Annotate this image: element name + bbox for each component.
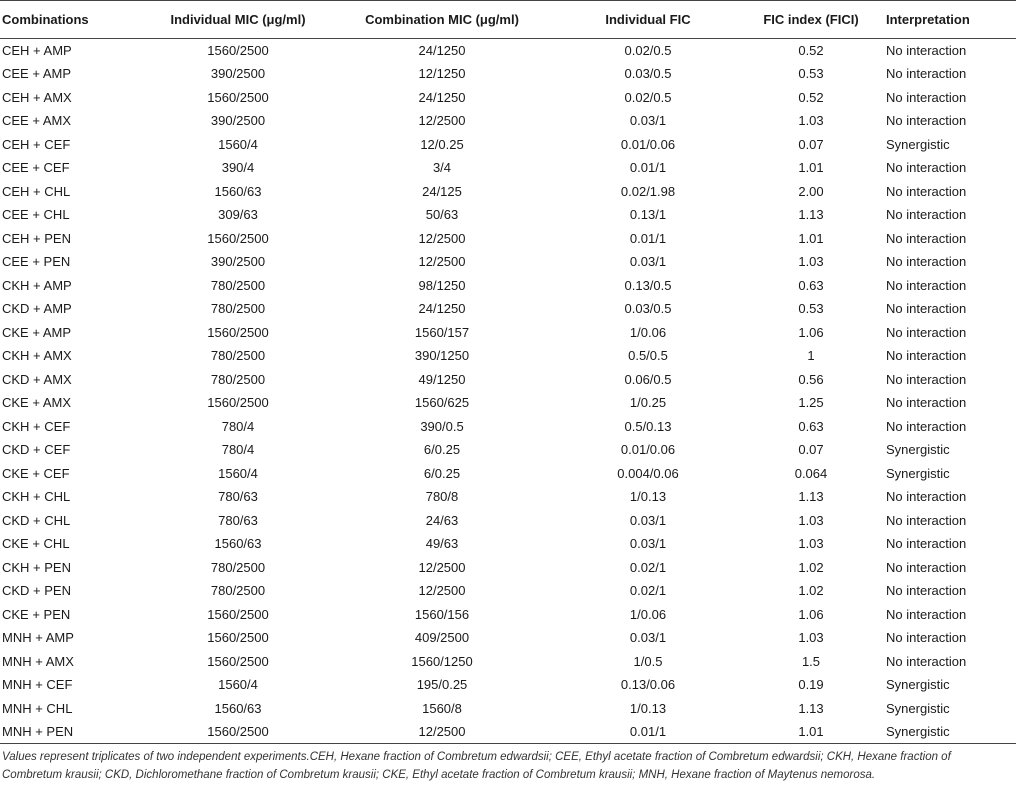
cell-interpretation: No interaction (886, 89, 967, 105)
cell-individual-fic: 0.06/0.5 (624, 371, 672, 387)
cell-interpretation: No interaction (886, 301, 967, 317)
cell-interpretation: Synergistic (886, 677, 950, 693)
cell-individual-mic: 780/63 (218, 489, 258, 505)
cell-interpretation: No interaction (886, 113, 967, 129)
header-fic-index: FIC index (FICI) (736, 1, 886, 39)
cell-interpretation: No interaction (886, 254, 967, 270)
cell-individual-mic: 780/2500 (210, 559, 266, 575)
cell-fic-index: 1.01 (736, 720, 886, 744)
cell-individual-mic: 309/63 (218, 207, 258, 223)
header-combinations: Combinations (0, 1, 152, 39)
cell-fic-index: 1.02 (798, 559, 824, 575)
cell-interpretation: Synergistic (886, 465, 950, 481)
cell-fic-index: 1.01 (798, 160, 824, 176)
cell-individual-fic: 0.03/1 (629, 536, 667, 552)
cell-combination-mic: 12/1250 (418, 66, 466, 82)
cell-fic-index: 1.03 (798, 113, 824, 129)
cell-individual-fic: 0.02/1 (629, 559, 667, 575)
header-combination-mic: Combination MIC (μg/ml) (324, 1, 560, 39)
cell-combination-mic: 24/1250 (418, 89, 466, 105)
cell-individual-mic: 1560/4 (218, 465, 258, 481)
cell-individual-mic: 780/4 (221, 418, 255, 434)
cell-combination: CEE + PEN (2, 254, 71, 270)
table-row (0, 203, 1016, 227)
cell-individual-fic: 1/0.13 (629, 700, 667, 716)
cell-interpretation: No interaction (886, 653, 967, 669)
cell-combination-mic: 12/2500 (324, 720, 560, 744)
cell-interpretation: No interaction (886, 277, 967, 293)
cell-individual-fic: 0.01/0.06 (620, 136, 676, 152)
cell-individual-fic: 0.13/0.06 (620, 677, 676, 693)
cell-fic-index: 1.06 (798, 324, 824, 340)
cell-interpretation: No interaction (886, 230, 967, 246)
cell-individual-mic: 1560/63 (214, 536, 262, 552)
cell-combination: CEH + AMX (2, 89, 72, 105)
table-row (0, 697, 1016, 721)
cell-individual-fic: 0.02/1 (629, 583, 667, 599)
cell-combination-mic: 24/1250 (418, 43, 466, 58)
cell-individual-fic: 0.13/0.5 (624, 277, 672, 293)
cell-individual-fic: 0.13/1 (629, 207, 667, 223)
table-row (0, 462, 1016, 486)
cell-combination: MNH + PEN (0, 720, 152, 744)
table-row (0, 180, 1016, 204)
cell-individual-mic: 780/2500 (210, 277, 266, 293)
table-row (0, 274, 1016, 298)
table-row (0, 650, 1016, 674)
cell-combination: CKD + CEF (2, 442, 71, 458)
table-row (0, 39, 1016, 63)
cell-interpretation: No interaction (886, 512, 967, 528)
cell-fic-index: 0.52 (798, 89, 824, 105)
cell-fic-index: 1.5 (801, 653, 821, 669)
cell-interpretation: Synergistic (886, 136, 950, 152)
cell-fic-index: 1.13 (798, 207, 824, 223)
cell-fic-index: 1.02 (798, 583, 824, 599)
cell-individual-fic: 1/0.13 (629, 489, 667, 505)
cell-interpretation: No interaction (886, 66, 967, 82)
cell-combination: CKD + CHL (2, 512, 71, 528)
cell-individual-mic: 1560/2500 (207, 606, 269, 622)
table-row (0, 297, 1016, 321)
cell-interpretation: No interaction (886, 207, 967, 223)
table-header (0, 1, 1016, 39)
table-row (0, 579, 1016, 603)
cell-combination-mic: 1560/156 (414, 606, 470, 622)
cell-individual-fic: 0.03/1 (629, 630, 667, 646)
cell-individual-mic: 780/2500 (210, 348, 266, 364)
cell-combination-mic: 390/0.5 (420, 418, 464, 434)
cell-combination: CKE + AMP (2, 324, 71, 340)
cell-individual-mic: 780/4 (221, 442, 255, 458)
cell-individual-fic: 1/0.06 (629, 606, 667, 622)
cell-fic-index: 1.06 (798, 606, 824, 622)
cell-interpretation: No interaction (886, 371, 967, 387)
cell-combination: CEH + CHL (2, 183, 71, 199)
cell-individual-fic: 0.01/1 (560, 720, 736, 744)
cell-fic-index: 1.13 (798, 700, 824, 716)
cell-combination-mic: 49/63 (425, 536, 459, 552)
cell-combination-mic: 12/0.25 (420, 136, 464, 152)
table-row (0, 415, 1016, 439)
cell-combination-mic: 1560/157 (414, 324, 470, 340)
cell-combination-mic: 1560/1250 (411, 653, 473, 669)
cell-individual-mic: 390/4 (221, 160, 255, 176)
table-row (0, 133, 1016, 157)
table-row (0, 227, 1016, 251)
cell-combination: CKE + CHL (2, 536, 70, 552)
cell-fic-index: 1.01 (798, 230, 824, 246)
cell-individual-mic: 1560/2500 (207, 630, 269, 646)
cell-individual-fic: 0.5/0.13 (624, 418, 672, 434)
cell-individual-mic: 390/2500 (210, 254, 266, 270)
cell-combination: CKH + AMX (2, 348, 72, 364)
cell-individual-mic: 1560/63 (214, 700, 262, 716)
cell-fic-index: 0.63 (798, 418, 824, 434)
cell-interpretation: No interaction (886, 324, 967, 340)
cell-individual-mic: 1560/2500 (207, 89, 269, 105)
cell-interpretation: No interaction (886, 418, 967, 434)
cell-individual-mic: 1560/2500 (207, 43, 269, 58)
header-individual-fic: Individual FIC (560, 1, 736, 39)
cell-combination: CKE + PEN (2, 606, 71, 622)
table-row (0, 250, 1016, 274)
cell-interpretation: No interaction (886, 183, 967, 199)
cell-individual-mic: 780/63 (218, 512, 258, 528)
cell-fic-index: 2.00 (798, 183, 824, 199)
table-row (0, 485, 1016, 509)
cell-interpretation: No interaction (886, 395, 967, 411)
cell-combination: CEE + CEF (2, 160, 70, 176)
cell-fic-index: 0.56 (798, 371, 824, 387)
cell-fic-index: 0.53 (798, 301, 824, 317)
cell-individual-fic: 0.01/0.06 (620, 442, 676, 458)
cell-combination: MNH + AMP (2, 630, 74, 646)
cell-combination-mic: 12/2500 (418, 559, 466, 575)
table-row (0, 62, 1016, 86)
cell-individual-fic: 0.03/1 (629, 512, 667, 528)
table-body (0, 39, 1016, 744)
cell-interpretation: No interaction (886, 559, 967, 575)
cell-interpretation: No interaction (886, 583, 967, 599)
cell-individual-mic: 1560/63 (214, 183, 262, 199)
cell-interpretation: Synergistic (886, 442, 950, 458)
cell-combination: CKE + AMX (2, 395, 71, 411)
cell-individual-mic: 390/2500 (210, 113, 266, 129)
cell-interpretation: No interaction (886, 43, 967, 58)
cell-combination: MNH + CEF (2, 677, 73, 693)
table-row (0, 344, 1016, 368)
cell-fic-index: 0.064 (794, 465, 828, 481)
cell-combination: CKD + PEN (2, 583, 71, 599)
cell-combination-mic: 24/1250 (418, 301, 466, 317)
header-row (0, 1, 1016, 39)
cell-interpretation: No interaction (886, 489, 967, 505)
cell-fic-index: 0.07 (798, 136, 824, 152)
cell-individual-mic: 1560/2500 (207, 653, 269, 669)
cell-individual-mic: 780/2500 (210, 583, 266, 599)
cell-individual-mic: 780/2500 (210, 301, 266, 317)
cell-fic-index: 1.03 (798, 254, 824, 270)
table-row (0, 720, 1016, 744)
cell-individual-mic: 1560/2500 (152, 720, 324, 744)
cell-combination: CKD + AMX (2, 371, 72, 387)
cell-interpretation: No interaction (886, 630, 967, 646)
cell-fic-index: 1.03 (798, 512, 824, 528)
table-footnote: Values represent triplicates of two independent experiments.CEH, Hexane fraction of Combretum edwardsii; CEE, Ethyl acetate fraction of Combretum edwardsii; CKH, Hexane fraction of Combretum krausii; CKD, Dichloromethane fraction of Combretum krausii; CKE, Ethyl acetate fraction of Combretum krausii; MNH, Hexane fraction of Maytenus nemorosa. (2, 751, 951, 781)
cell-fic-index: 0.07 (798, 442, 824, 458)
cell-combination-mic: 49/1250 (418, 371, 466, 387)
cell-combination-mic: 1560/625 (414, 395, 470, 411)
cell-combination: CEH + PEN (2, 230, 71, 246)
table-row (0, 626, 1016, 650)
cell-combination-mic: 6/0.25 (423, 465, 461, 481)
cell-combination: MNH + AMX (2, 653, 74, 669)
cell-combination: CEH + AMP (2, 43, 72, 58)
cell-fic-index: 1 (807, 348, 815, 364)
cell-individual-fic: 0.03/1 (629, 113, 667, 129)
table-row (0, 109, 1016, 133)
cell-combination-mic: 12/2500 (418, 113, 466, 129)
table-row (0, 532, 1016, 556)
cell-combination: CKH + AMP (2, 277, 72, 293)
cell-fic-index: 0.19 (798, 677, 824, 693)
cell-individual-fic: 0.03/0.5 (624, 66, 672, 82)
cell-combination: CKH + CHL (2, 489, 71, 505)
table-row (0, 391, 1016, 415)
cell-interpretation: No interaction (886, 606, 967, 622)
cell-combination-mic: 98/1250 (418, 277, 466, 293)
cell-combination: CKH + CEF (2, 418, 71, 434)
cell-individual-mic: 1560/4 (218, 136, 258, 152)
header-interpretation: Interpretation (886, 1, 1016, 39)
cell-individual-fic: 0.02/0.5 (624, 43, 672, 58)
table-row (0, 321, 1016, 345)
cell-combination: MNH + CHL (2, 700, 73, 716)
cell-individual-fic: 1/0.5 (633, 653, 663, 669)
cell-individual-fic: 0.03/1 (629, 254, 667, 270)
cell-fic-index: 1.03 (798, 630, 824, 646)
cell-combination-mic: 6/0.25 (423, 442, 461, 458)
cell-individual-fic: 0.01/1 (629, 230, 667, 246)
cell-fic-index: 1.25 (798, 395, 824, 411)
cell-interpretation: No interaction (886, 160, 967, 176)
cell-individual-mic: 1560/2500 (207, 230, 269, 246)
cell-combination-mic: 12/2500 (418, 583, 466, 599)
cell-combination-mic: 12/2500 (418, 230, 466, 246)
cell-interpretation: No interaction (886, 536, 967, 552)
cell-individual-fic: 0.02/1.98 (620, 183, 676, 199)
cell-individual-mic: 1560/2500 (207, 395, 269, 411)
cell-combination-mic: 1560/8 (422, 700, 462, 716)
cell-fic-index: 1.03 (798, 536, 824, 552)
cell-combination: CKD + AMP (2, 301, 72, 317)
cell-interpretation: Synergistic (886, 700, 950, 716)
table-row (0, 673, 1016, 697)
header-individual-mic: Individual MIC (μg/ml) (152, 1, 324, 39)
cell-combination-mic: 12/2500 (418, 254, 466, 270)
cell-fic-index: 1.13 (798, 489, 824, 505)
cell-combination: CEE + CHL (2, 207, 70, 223)
cell-individual-fic: 0.01/1 (629, 160, 667, 176)
cell-individual-mic: 390/2500 (210, 66, 266, 82)
cell-combination-mic: 780/8 (425, 489, 459, 505)
cell-combination-mic: 3/4 (432, 160, 452, 176)
table-row (0, 156, 1016, 180)
cell-individual-mic: 780/2500 (210, 371, 266, 387)
cell-combination: CKE + CEF (2, 465, 70, 481)
cell-combination-mic: 390/1250 (414, 348, 470, 364)
cell-individual-fic: 1/0.06 (629, 324, 667, 340)
cell-combination-mic: 195/0.25 (416, 677, 468, 693)
cell-individual-fic: 0.5/0.5 (628, 348, 668, 364)
cell-individual-fic: 1/0.25 (629, 395, 667, 411)
cell-combination-mic: 409/2500 (414, 630, 470, 646)
cell-individual-fic: 0.03/0.5 (624, 301, 672, 317)
table-row (0, 86, 1016, 110)
cell-combination-mic: 24/63 (425, 512, 459, 528)
cell-individual-mic: 1560/4 (218, 677, 258, 693)
cell-combination-mic: 50/63 (425, 207, 459, 223)
cell-combination: CEH + CEF (2, 136, 71, 152)
cell-fic-index: 0.52 (798, 43, 824, 58)
cell-interpretation: No interaction (886, 348, 967, 364)
cell-combination: CEE + AMP (2, 66, 71, 82)
table-row (0, 603, 1016, 627)
table-row (0, 368, 1016, 392)
cell-combination-mic: 24/125 (422, 183, 462, 199)
cell-fic-index: 0.53 (798, 66, 824, 82)
cell-individual-mic: 1560/2500 (207, 324, 269, 340)
cell-fic-index: 0.63 (798, 277, 824, 293)
table-row (0, 556, 1016, 580)
table-row (0, 509, 1016, 533)
cell-interpretation: Synergistic (886, 720, 1016, 744)
cell-individual-fic: 0.02/0.5 (624, 89, 672, 105)
cell-individual-fic: 0.004/0.06 (617, 465, 679, 481)
cell-combination: CKH + PEN (2, 559, 71, 575)
table-row (0, 438, 1016, 462)
cell-combination: CEE + AMX (2, 113, 71, 129)
